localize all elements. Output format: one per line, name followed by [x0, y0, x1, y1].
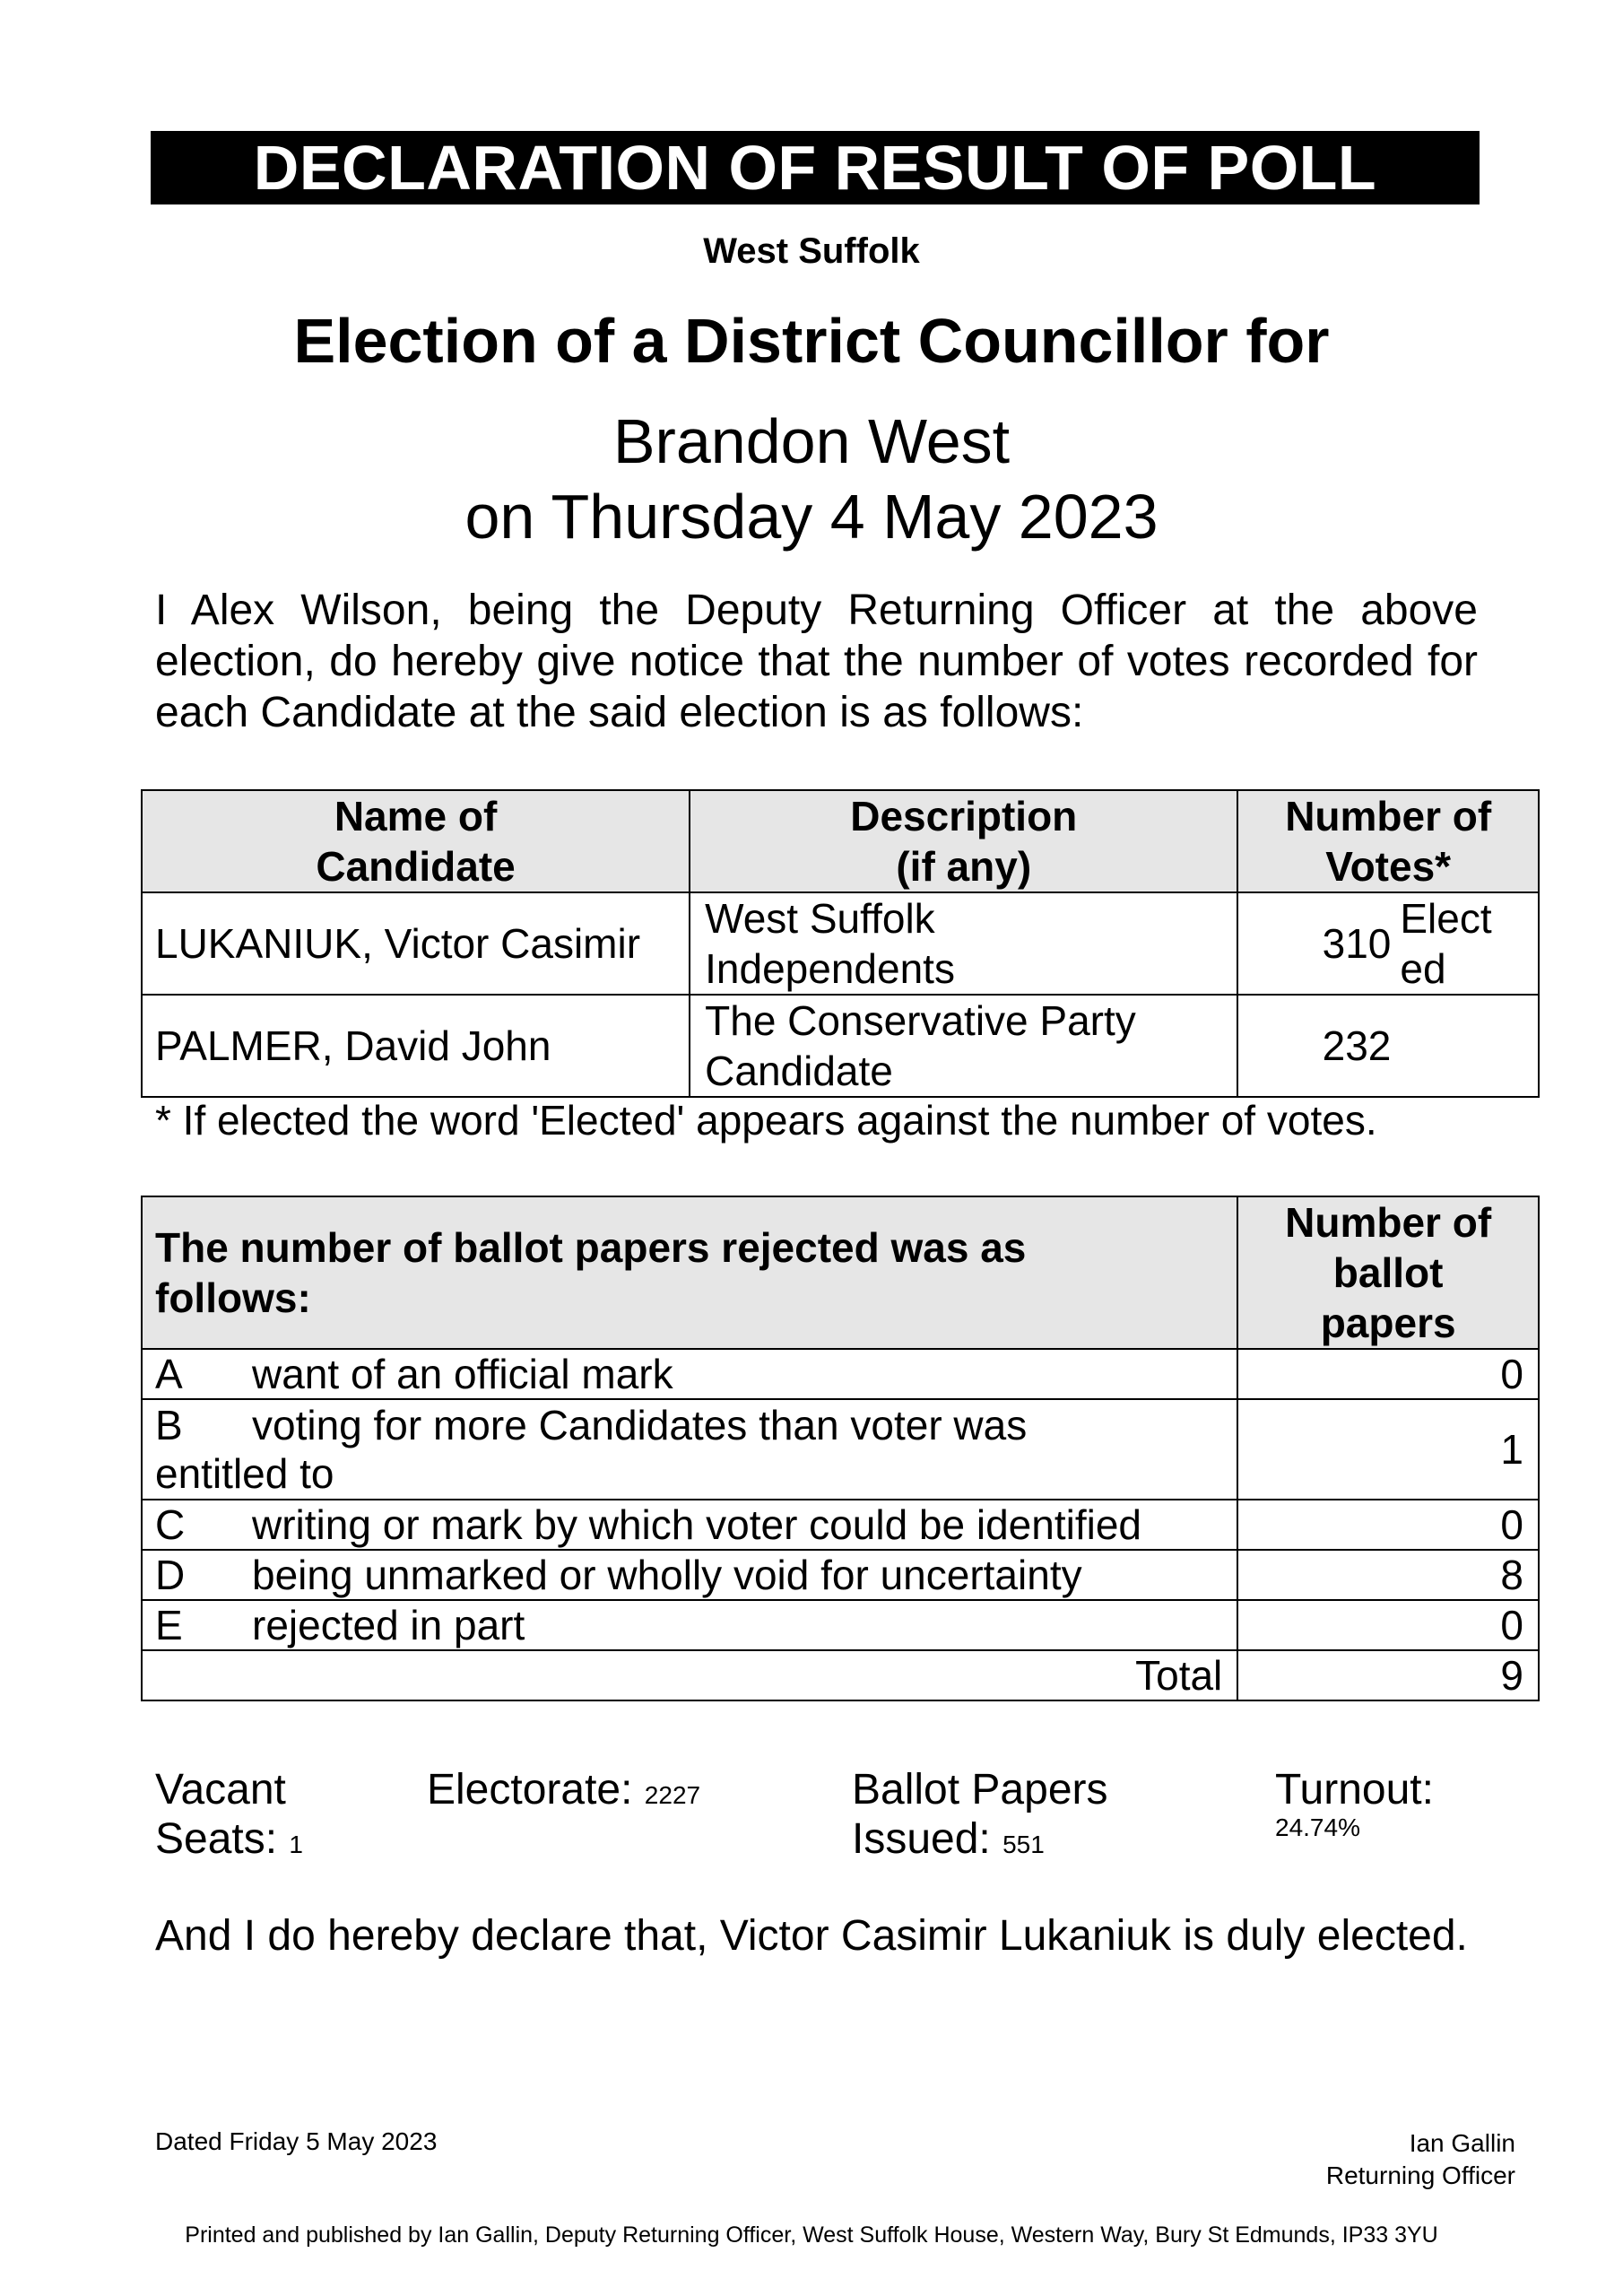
- rejection-reason: A want of an official mark: [142, 1349, 1237, 1399]
- ballot-papers-value: 551: [1002, 1831, 1045, 1858]
- total-label: Total: [142, 1650, 1237, 1700]
- vacant-seats: Vacant Seats: 1: [155, 1766, 303, 1863]
- rejection-code: E: [155, 1602, 183, 1648]
- elected-flag: Elect ed: [1400, 895, 1492, 992]
- rejection-reason: E rejected in part: [142, 1600, 1237, 1650]
- notice-paragraph: I Alex Wilson, being the Deputy Returning Officer at the above election, do hereby give notice that the number of votes recorded for each Candidate at the said election is as follows:: [155, 587, 1478, 736]
- candidate-row: [142, 892, 1539, 995]
- candidate-votes: [1237, 892, 1539, 995]
- officer-name: Ian Gallin: [1409, 2129, 1515, 2157]
- rejection-reason: D being unmarked or wholly void for uncertainty: [142, 1550, 1237, 1600]
- imprint: Printed and published by Ian Gallin, Deputy Returning Officer, West Suffolk House, Western Way, Bury St Edmunds, IP33 3YU: [185, 2222, 1438, 2248]
- rejection-reason: B voting for more Candidates than voter was entitled to: [142, 1399, 1237, 1500]
- candidate-name: LUKANIUK, Victor Casimir: [142, 892, 690, 995]
- rejection-row: [142, 1550, 1539, 1600]
- elected-footnote: * If elected the word 'Elected' appears against the number of votes.: [155, 1097, 1377, 1144]
- rejected-table-header: [142, 1196, 1539, 1349]
- electorate: Electorate: 2227: [427, 1766, 701, 1813]
- rejection-code: D: [155, 1552, 186, 1598]
- election-heading: Election of a District Councillor for: [293, 306, 1330, 376]
- candidate-description: West Suffolk Independents: [690, 892, 1237, 995]
- declaration-paragraph: And I do hereby declare that, Victor Casimir Lukaniuk is duly elected.: [155, 1912, 1468, 1960]
- name-column-header: Name of Candidate: [142, 790, 690, 892]
- council-name: West Suffolk: [703, 231, 920, 271]
- rejected-heading: The number of ballot papers rejected was as follows:: [142, 1196, 1237, 1349]
- votes-column-header: Number of Votes*: [1237, 790, 1539, 892]
- dated-line: Dated Friday 5 May 2023: [155, 2127, 438, 2155]
- candidates-table: [141, 789, 1540, 1098]
- candidate-row: [142, 995, 1539, 1097]
- rejection-count: 1: [1237, 1399, 1539, 1500]
- candidates-table-header: [142, 790, 1539, 892]
- description-column-header: Description (if any): [690, 790, 1237, 892]
- ballot-count-header: Number of ballot papers: [1237, 1196, 1539, 1349]
- rejection-count: 8: [1237, 1550, 1539, 1600]
- signatory: [1326, 2127, 1515, 2192]
- candidate-description: The Conservative Party Candidate: [690, 995, 1237, 1097]
- vote-count: 310: [1322, 920, 1392, 967]
- ward-name: Brandon West: [612, 406, 1011, 476]
- rejection-count: 0: [1237, 1349, 1539, 1399]
- rejection-count: 0: [1237, 1500, 1539, 1550]
- rejection-code: B: [155, 1402, 183, 1448]
- rejection-code: C: [155, 1501, 186, 1548]
- rejection-row: [142, 1399, 1539, 1500]
- turnout-value: 24.74%: [1275, 1813, 1360, 1841]
- poll-date: on Thursday 4 May 2023: [464, 482, 1159, 552]
- rejection-row: [142, 1349, 1539, 1399]
- total-row: [142, 1650, 1539, 1700]
- document-banner: DECLARATION OF RESULT OF POLL: [151, 131, 1480, 204]
- turnout-label: Turnout:: [1275, 1766, 1434, 1813]
- rejection-count: 0: [1237, 1600, 1539, 1650]
- ballot-papers-issued: Ballot Papers Issued: 551: [852, 1766, 1108, 1863]
- candidate-name: PALMER, David John: [142, 995, 690, 1097]
- rejected-ballots-table: [141, 1196, 1540, 1701]
- rejection-row: [142, 1600, 1539, 1650]
- vote-count: 232: [1322, 1022, 1392, 1069]
- candidate-votes: [1237, 995, 1539, 1097]
- rejection-reason: C writing or mark by which voter could be identified: [142, 1500, 1237, 1550]
- electorate-value: 2227: [644, 1781, 701, 1809]
- rejection-code: A: [155, 1351, 183, 1397]
- total-count: 9: [1237, 1650, 1539, 1700]
- vacant-seats-value: 1: [289, 1831, 303, 1858]
- rejection-row: [142, 1500, 1539, 1550]
- officer-title: Returning Officer: [1325, 2161, 1515, 2189]
